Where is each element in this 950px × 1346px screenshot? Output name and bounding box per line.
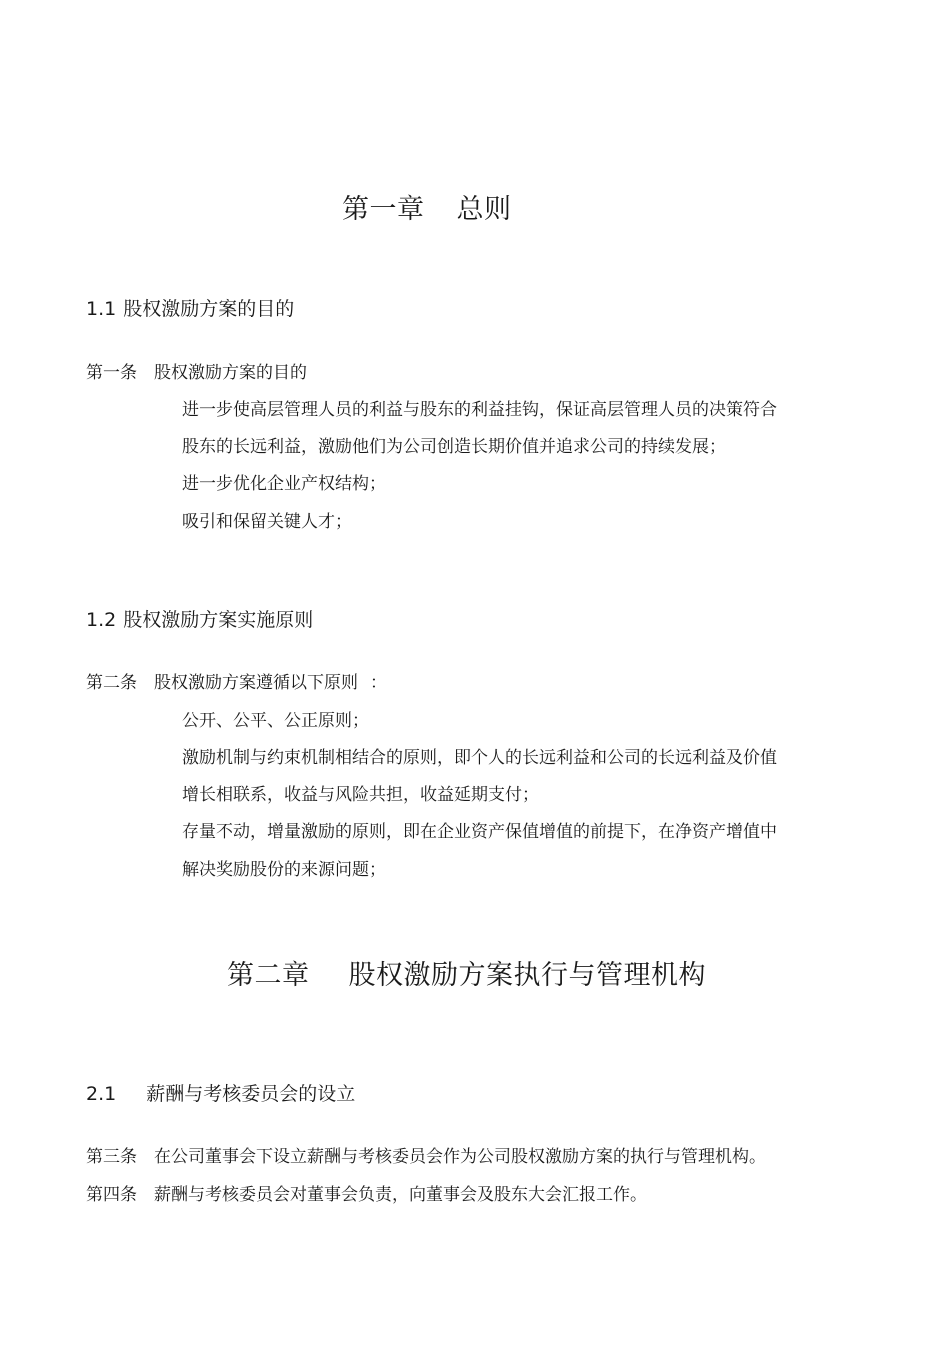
article-4-title: 薪酬与考核委员会对董事会负责，向董事会及股东大会汇报工作。: [154, 1185, 647, 1205]
article-3-title: 在公司董事会下设立薪酬与考核委员会作为公司股权激励方案的执行与管理机构。: [154, 1147, 766, 1167]
article-1-line-3: 进一步优化企业产权结构；: [182, 474, 386, 494]
section-1-2-number: 1.2: [86, 609, 117, 631]
section-2-1-number: 2.1: [86, 1083, 117, 1105]
article-2-line-3: 增长相联系，收益与风险共担，收益延期支付；: [182, 785, 539, 805]
article-1-line-4: 吸引和保留关键人才；: [182, 512, 352, 532]
article-1-line-1: 进一步使高层管理人员的利益与股东的利益挂钩，保证高层管理人员的决策符合: [182, 400, 777, 420]
article-1-label: 第一条: [86, 363, 137, 383]
section-2-1-title: 薪酬与考核委员会的设立: [146, 1083, 356, 1105]
article-2-line-4: 存量不动，增量激励的原则，即在企业资产保值增值的前提下，在净资产增值中: [182, 822, 777, 842]
chapter-2-number: 第二章: [227, 960, 310, 991]
article-1-heading: [86, 358, 307, 383]
article-1-title: 股权激励方案的目的: [154, 363, 307, 383]
article-4-label: 第四条: [86, 1185, 137, 1205]
article-4-heading: [86, 1180, 647, 1205]
section-1-2-title: 股权激励方案实施原则: [123, 609, 314, 631]
chapter-2-heading: [227, 953, 706, 992]
article-2-line-2: 激励机制与约束机制相结合的原则，即个人的长远利益和公司的长远利益及价值: [182, 748, 777, 768]
section-1-1-title: 股权激励方案的目的: [123, 298, 295, 320]
article-2-label: 第二条: [86, 673, 137, 693]
article-2-heading: [86, 668, 387, 693]
section-1-1-number: 1.1: [86, 298, 117, 320]
section-1-2-heading: [86, 605, 313, 632]
article-3-label: 第三条: [86, 1147, 137, 1167]
section-2-1-heading: [86, 1079, 355, 1106]
article-1-line-2: 股东的长远利益，激励他们为公司创造长期价值并追求公司的持续发展；: [182, 437, 726, 457]
chapter-2-title: 股权激励方案执行与管理机构: [348, 960, 706, 991]
chapter-1-title: 总则: [456, 194, 512, 225]
article-2-line-1: 公开、公平、公正原则；: [182, 711, 369, 731]
article-2-line-5: 解决奖励股份的来源问题；: [182, 860, 386, 880]
article-2-colon: ：: [370, 673, 387, 693]
article-3-heading: [86, 1142, 766, 1167]
article-2-title: 股权激励方案遵循以下原则: [154, 673, 358, 693]
chapter-1-heading: [342, 187, 512, 226]
chapter-1-number: 第一章: [342, 194, 425, 225]
section-1-1-heading: [86, 294, 294, 321]
